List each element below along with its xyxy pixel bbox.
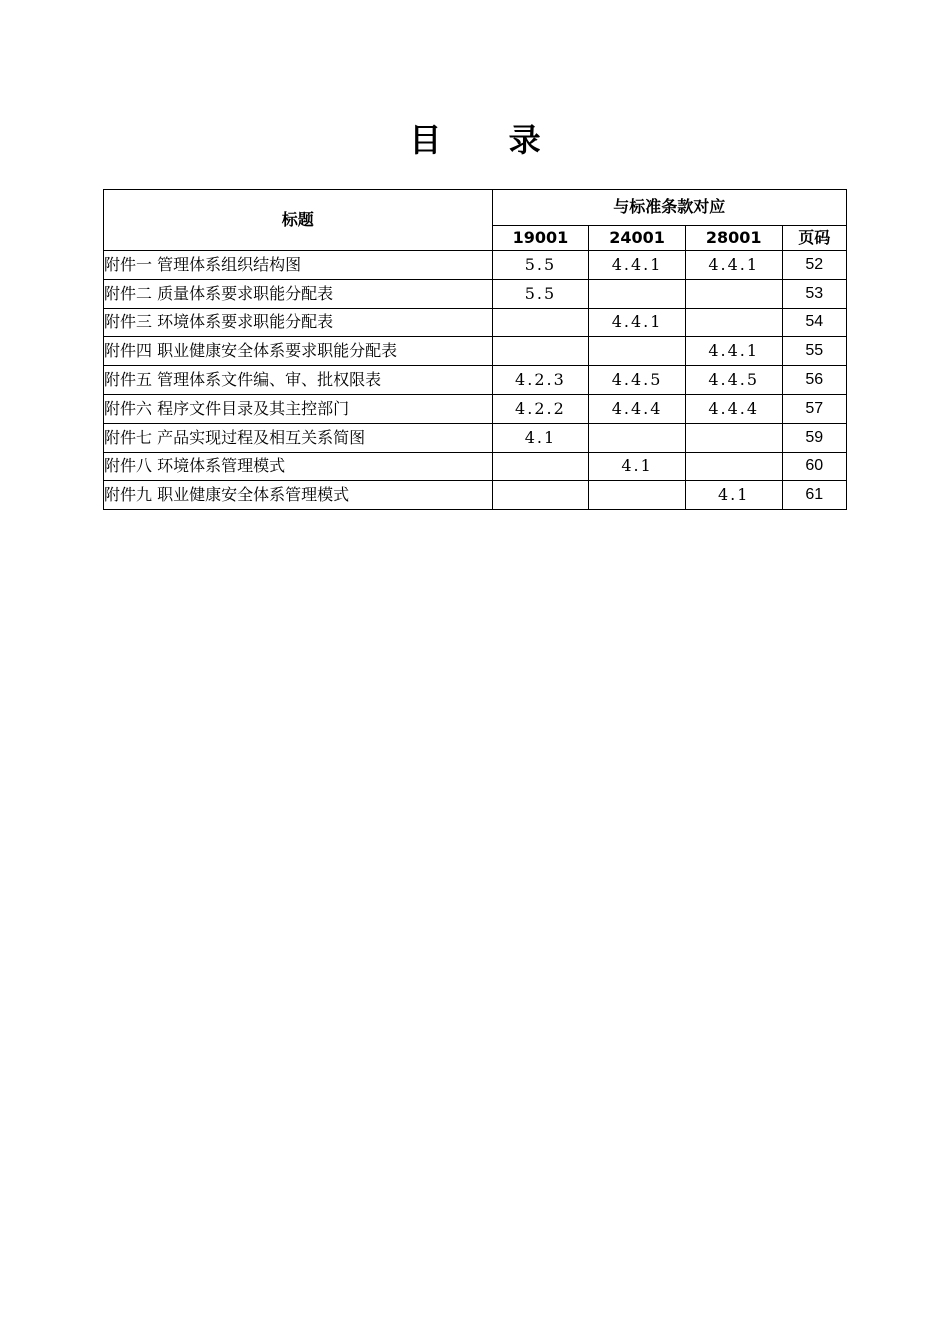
row-page-number: 52	[782, 251, 846, 280]
row-title: 附件七 产品实现过程及相互关系简图	[104, 423, 493, 452]
row-page-number: 59	[782, 423, 846, 452]
row-24001: 4.4.4	[589, 394, 686, 423]
row-19001: 5.5	[492, 251, 589, 280]
row-title: 附件一 管理体系组织结构图	[104, 251, 493, 280]
table-row	[104, 337, 847, 366]
row-19001	[492, 337, 589, 366]
row-title: 附件二 质量体系要求职能分配表	[104, 279, 493, 308]
row-19001: 4.2.3	[492, 366, 589, 395]
row-28001	[685, 279, 782, 308]
row-28001	[685, 423, 782, 452]
row-19001: 4.2.2	[492, 394, 589, 423]
row-page-number: 61	[782, 481, 846, 510]
table-row	[104, 452, 847, 481]
table-row	[104, 308, 847, 337]
header-28001: 28001	[685, 225, 782, 250]
row-24001	[589, 481, 686, 510]
row-28001: 4.4.4	[685, 394, 782, 423]
row-title: 附件六 程序文件目录及其主控部门	[104, 394, 493, 423]
row-page-number: 54	[782, 308, 846, 337]
row-28001: 4.1	[685, 481, 782, 510]
row-page-number: 56	[782, 366, 846, 395]
contents-table	[103, 189, 847, 510]
row-title: 附件四 职业健康安全体系要求职能分配表	[104, 337, 493, 366]
row-24001	[589, 423, 686, 452]
row-19001: 5.5	[492, 279, 589, 308]
row-19001	[492, 308, 589, 337]
row-28001: 4.4.5	[685, 366, 782, 395]
row-28001	[685, 308, 782, 337]
header-standards-group: 与标准条款对应	[492, 190, 846, 226]
row-24001	[589, 337, 686, 366]
row-24001: 4.4.1	[589, 308, 686, 337]
header-page: 页码	[782, 225, 846, 250]
row-28001	[685, 452, 782, 481]
row-19001: 4.1	[492, 423, 589, 452]
row-24001: 4.1	[589, 452, 686, 481]
row-page-number: 57	[782, 394, 846, 423]
row-title: 附件五 管理体系文件编、审、批权限表	[104, 366, 493, 395]
row-page-number: 60	[782, 452, 846, 481]
page-title: 目 录	[409, 121, 569, 159]
header-24001: 24001	[589, 225, 686, 250]
row-page-number: 55	[782, 337, 846, 366]
row-title: 附件八 环境体系管理模式	[104, 452, 493, 481]
table-row	[104, 481, 847, 510]
contents-body	[104, 251, 847, 510]
header-title: 标题	[104, 190, 493, 251]
table-row	[104, 423, 847, 452]
table-row	[104, 366, 847, 395]
row-title: 附件九 职业健康安全体系管理模式	[104, 481, 493, 510]
row-28001: 4.4.1	[685, 251, 782, 280]
row-28001: 4.4.1	[685, 337, 782, 366]
table-row	[104, 279, 847, 308]
row-title: 附件三 环境体系要求职能分配表	[104, 308, 493, 337]
row-24001: 4.4.5	[589, 366, 686, 395]
table-row	[104, 251, 847, 280]
row-19001	[492, 481, 589, 510]
header-19001: 19001	[492, 225, 589, 250]
row-19001	[492, 452, 589, 481]
row-24001	[589, 279, 686, 308]
row-24001: 4.4.1	[589, 251, 686, 280]
table-row	[104, 394, 847, 423]
row-page-number: 53	[782, 279, 846, 308]
